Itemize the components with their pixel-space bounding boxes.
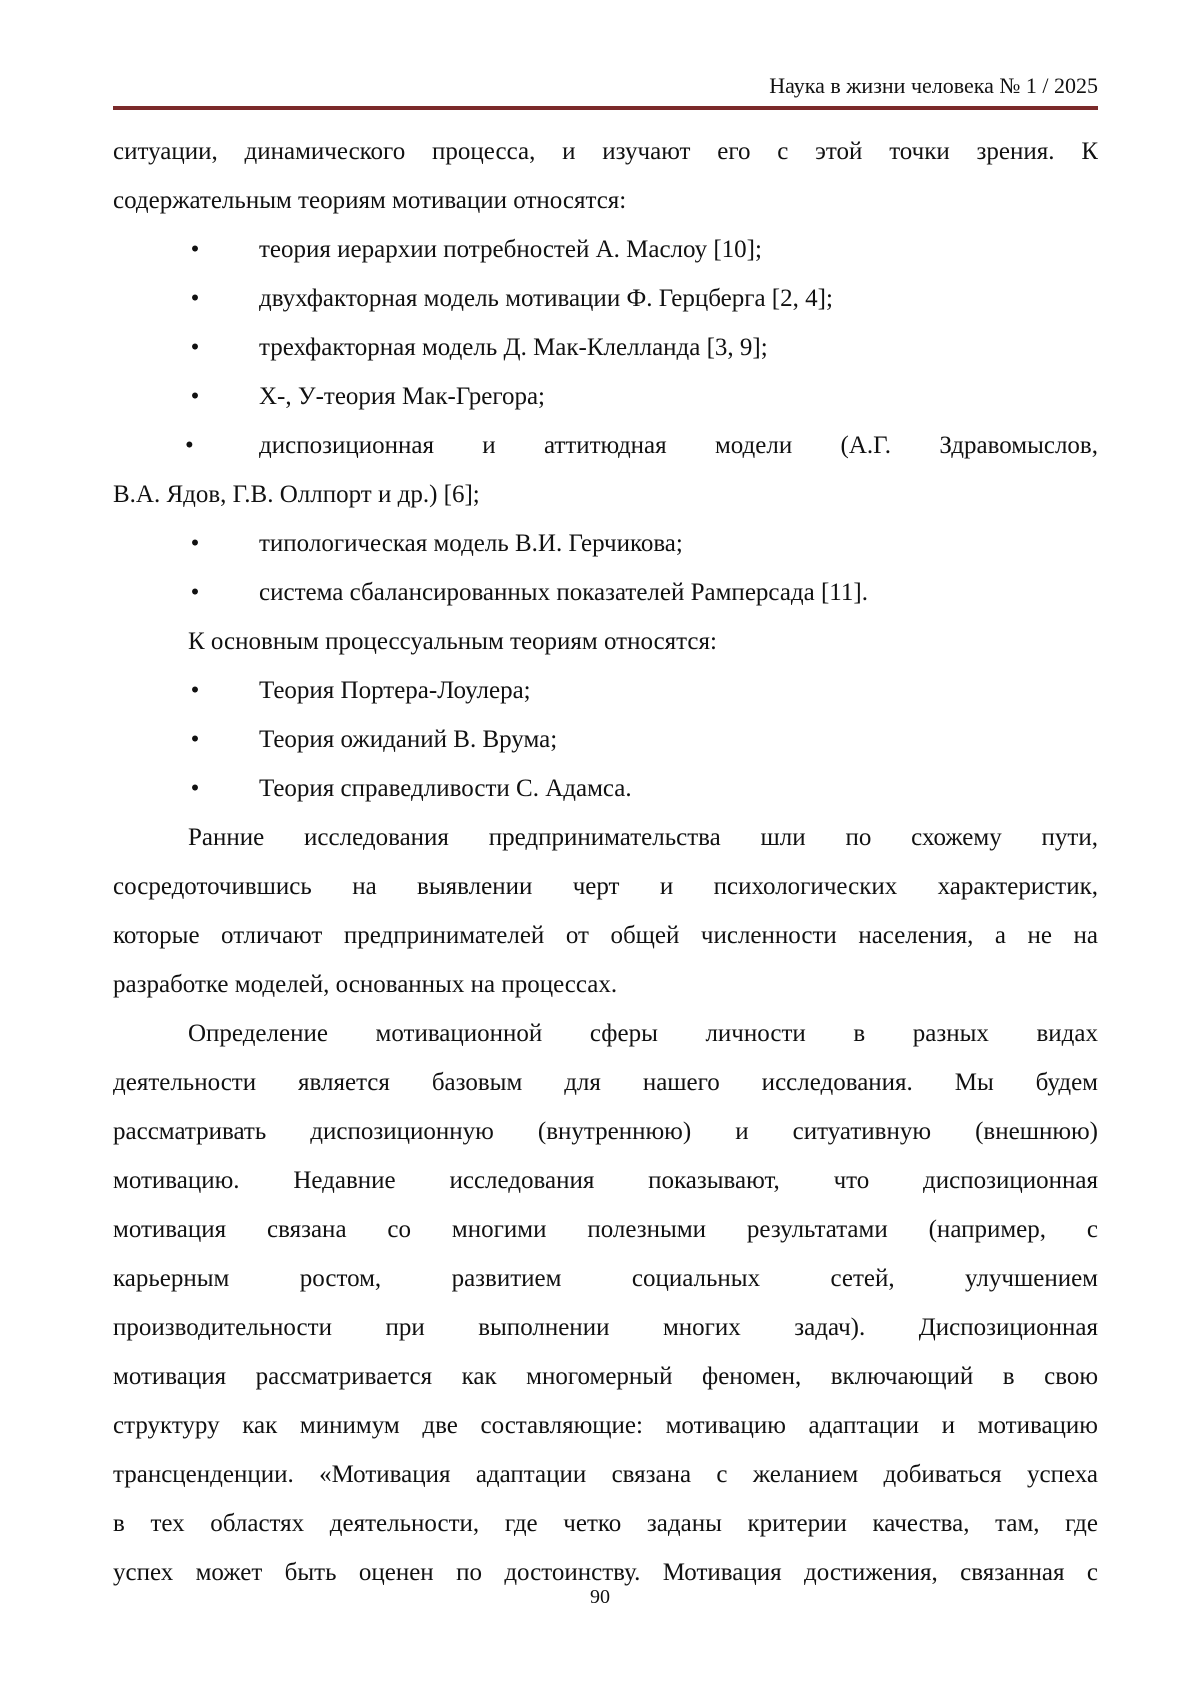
paragraph-line: рассматривать диспозиционную (внутреннюю) и ситуативную (внешнюю) [113, 1118, 1098, 1145]
list-item [113, 421, 1098, 470]
paragraph-line: мотивация связана со многими полезными результатами (например, с [113, 1216, 1098, 1243]
page-body [113, 127, 1098, 1597]
list-item-text: Х-, У-теория Мак-Грегора; [259, 383, 545, 410]
bullet-icon: • [190, 334, 200, 361]
bullet-icon: • [190, 236, 200, 263]
paragraph-line: в тех областях деятельности, где четко заданы критерии качества, там, где [113, 1510, 1098, 1537]
list-item-text: диспозиционная и аттитюдная модели (А.Г. Здравомыслов, [259, 432, 1098, 459]
list-item-text: теория иерархии потребностей А. Маслоу [10]; [259, 236, 762, 263]
paragraph-line: деятельности является базовым для нашего исследования. Мы будем [113, 1069, 1098, 1096]
paragraph-line: сосредоточившись на выявлении черт и психологических характеристик, [113, 873, 1098, 900]
paragraph-line: мотивация рассматривается как многомерный феномен, включающий в свою [113, 1363, 1098, 1390]
paragraph-line: карьерным ростом, развитием социальных сетей, улучшением [113, 1265, 1098, 1292]
paragraph-line: производительности при выполнении многих задач). Диспозиционная [113, 1314, 1098, 1341]
list-item [113, 666, 1098, 715]
bullet-icon: • [190, 579, 200, 606]
list-item [113, 764, 1098, 813]
paragraph-line: которые отличают предпринимателей от общей численности населения, а не на [113, 922, 1098, 949]
page-number: 90 [590, 1586, 610, 1608]
bullet-icon: • [190, 726, 200, 753]
list-item [113, 519, 1098, 568]
bullet-icon: • [190, 383, 200, 410]
list-item-text: Теория справедливости С. Адамса. [259, 775, 632, 802]
list-item [113, 715, 1098, 764]
paragraph-line: разработке моделей, основанных на процессах. [113, 971, 618, 998]
list-item [113, 372, 1098, 421]
bullet-icon: • [190, 285, 200, 312]
list-item-text: двухфакторная модель мотивации Ф. Герцберга [2, 4]; [259, 285, 833, 312]
list-item-text: система сбалансированных показателей Рамперсада [11]. [259, 579, 868, 606]
paragraph-line: успех может быть оценен по достоинству. Мотивация достижения, связанная с [113, 1559, 1098, 1586]
paragraph-line: мотивацию. Недавние исследования показывают, что диспозиционная [113, 1167, 1098, 1194]
bullet-icon: • [190, 677, 200, 704]
paragraph-line: Определение мотивационной сферы личности в разных видах [188, 1020, 1098, 1047]
list-item-text: Теория ожиданий В. Врума; [259, 726, 558, 753]
bullet-icon: • [190, 775, 200, 802]
paragraph-line: Ранние исследования предпринимательства шли по схожему пути, [188, 824, 1098, 851]
list-item [113, 274, 1098, 323]
list-item [113, 568, 1098, 617]
text-line: содержательным теориям мотивации относятся: [113, 187, 627, 214]
bullet-icon: • [185, 432, 194, 459]
list-item [113, 323, 1098, 372]
list-item-text: Теория Портера-Лоулера; [259, 677, 531, 704]
text-line: ситуации, динамического процесса, и изучают его с этой точки зрения. К [113, 138, 1098, 165]
process-intro: К основным процессуальным теориям относятся: [188, 628, 717, 655]
list-item-continuation: В.А. Ядов, Г.В. Оллпорт и др.) [6]; [113, 481, 480, 508]
bullet-icon: • [190, 530, 200, 557]
list-item-text: типологическая модель В.И. Герчикова; [259, 530, 683, 557]
header-rule [113, 106, 1098, 110]
list-item-text: трехфакторная модель Д. Мак-Клелланда [3, 9]; [259, 334, 768, 361]
paragraph-line: структуру как минимум две составляющие: мотивацию адаптации и мотивацию [113, 1412, 1098, 1439]
running-header: Наука в жизни человека № 1 / 2025 [769, 73, 1098, 98]
list-item [113, 225, 1098, 274]
paragraph-line: трансценденции. «Мотивация адаптации связана с желанием добиваться успеха [113, 1461, 1098, 1488]
